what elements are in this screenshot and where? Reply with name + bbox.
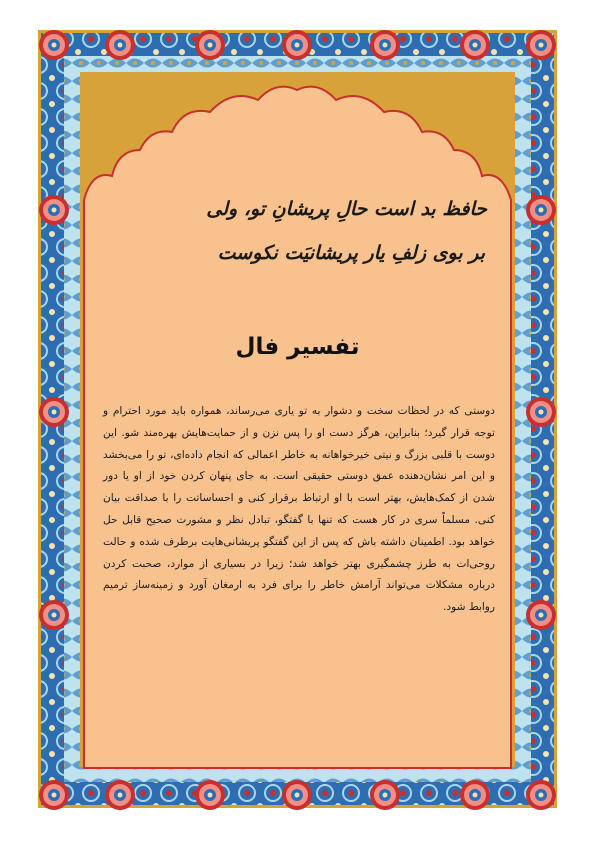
interpretation-title: تفسیر فال [235,334,360,360]
poem-verse-2: بر بوی زلفِ یار پریشانیَت نکوست [217,242,485,264]
interpretation-body: دوستی که در لحظات سخت و دشوار به تو یاری می‌رساند، همواره باید مورد احترام و توجه قرار گیرد؛ بنابراین، هرگز دست او را پس نزن و از حمایت‌هایش بهره‌مند شو. این دوست با قلبی بزرگ و نیتی خیرخواهانه به خاطر اعمالی که انجام داده‌ای، تو را می‌بخشد و این امر نشان‌دهنده عمق دوستی حقیقی است. به جای پنهان کردن خود از او یا دور شدن از کمک‌هایش، بهتر است با او ارتباط برقرار کنی و احساساتت را با صداقت بیان کنی. مسلماً سری در کار هست که تنها با گفتگو، تبادل نظر و مشورت صحیح قابل حل خواهد بود. اطمینان داشته باش که پس از این گفتگو پریشانی‌هایت برطرف شده و حالت روحی‌ات به طرز چشمگیری بهتر خواهد شد؛ زیرا در بسیاری از موارد، صحبت کردن درباره مشکلات می‌تواند آرامش خاطر را برای فرد به ارمغان آورد و زمینه‌ساز ترمیم روابط شود. [103,405,495,614]
poem-verse-1: حافظ بد است حالِ پریشانِ تو، ولی [206,198,487,220]
